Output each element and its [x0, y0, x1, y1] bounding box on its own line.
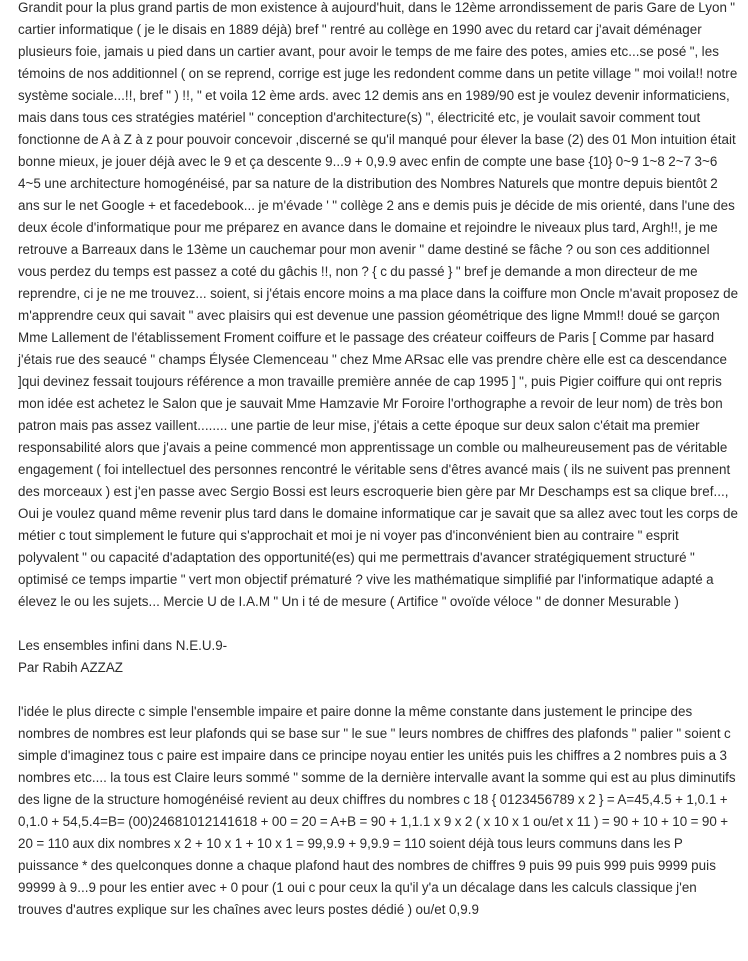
body-paragraph: l'idée le plus directe c simple l'ensemble impaire et paire donne la même constante dans justement le principe des nombres de nombres est leur plafonds qui se base sur " le sue " leurs nombres de chiffres des plafonds " palier " soient c simple d'imaginez tous c paire est impaire dans ce principe noyau entier les unités puis les chiffres a 2 nombres puis a 3 nombres etc.... la tous est Claire leurs sommé " somme de la dernière intervalle avant la somme qui est au plus diminutifs des ligne de la structure homogénéisé revient au deux chiffres du nombres c 18 { 0123456789 x 2 } = A=45,4.5 + 1,0.1 + 0,1.0 + 54,5.4=B= (00)24681012141618 + 00 = 20 = A+B = 90 + 1,1.1 x 9 x 2 ( x 10 x 1 ou/et x 11 ) = 90 + 10 + 10 = 90 + 20 = 110 aux dix nombres x 2 + 10 x 1 + 10 x 1 = 99,9.9 + 9,9.9 = 110 soient déjà tous leurs communs dans les P puissance * des quelconques donne a chaque plafond haut des nombres de chiffres 9 puis 99 puis 999 puis 9999 puis 99999 à 9...9 pour les entier avec + 0 pour (1 oui c pour ceux la qu'il y'a un décalage dans les calculs classique j'en trouves d'autres explique sur les chaînes avec leurs postes dédié ) ou/et 0,9.9: [18, 704, 736, 917]
intro-paragraph: Grandit pour la plus grand partis de mon existence à aujourd'huit, dans le 12ème arrondissement de paris Gare de Lyon " cartier informatique ( je le disais en 1889 déjà) bref " rentré au collège en 1990 avec du retard car j'avait déménager plusieurs foie, jamais u pied dans un cartier avant, pour avoir le temps de me faire des potes, amies etc...se posé ", les témoins de nos additionnel ( on se reprend, corrige est juge les redondent comme dans un petite village " moi voila!! notre système sociale...!!, bref " ) !!, " et voila 12 ème ards. avec 12 demis ans en 1989/90 est je voulez devenir informaticiens, mais dans tous ces stratégies matériel " conception d'architecture(s) ", électricité etc, je voulait savoir comment tout fonctionne de A à Z à z pour pouvoir concevoir ,discerné se qu'il manqué pour élever la base (2) des 01 Mon intuition était bonne mieux, je jouer déjà avec le 9 et ça descente 9...9 + 0,9.9 avec enfin de compte une base {10} 0~9 1~8 2~7 3~6 4~5 une architecture homogénéisé, par sa nature de la distribution des Nombres Naturels que montre depuis bientôt 2 ans sur le net Google + et facedebook... je m'évade ' " collège 2 ans e demis puis je décide de mis orienté, dans l'une des deux école d'informatique pour me préparez en avance dans le domaine et rejoindre le niveaux plus tard, Argh!!, je me retrouve a Barreaux dans le 13ème un cauchemar pour mon avenir " dame destiné se fâche ? ou son ces additionnel vous perdez du temps est passez a coté du gâchis !!, non ? { c du passé } " bref je demande a mon directeur de me reprendre, ci je ne me trouvez... soient, si j'étais encore moins a ma place dans la coiffure mon Oncle m'avait proposez de m'apprendre ceux qui savait " avec plaisirs qui est devenue une passion géométrique des ligne Mmm!! doué se garçon Mme Lallement de l'établissement Froment coiffure et le passage des créateur coiffeurs de Paris [ Comme par hasard j'étais rue des seaucé " champs Élysée Clemenceau " chez Mme ARsac elle vas prendre chère elle est ca descendance ]qui devinez fessait toujours référence a mon travaille première année de cap 1995 ] ", puis Pigier coiffure qui ont repris mon idée est achetez le Salon que je sauvait Mme Hamzavie Mr Foroire l'orthographe a revoir de leur nom) de très bon patron mais pas assez vaillent........ une partie de leur mise, j'étais a cette époque sur deux salon c'était ma premier responsabilité alors que j'avais a peine commencé mon apprentissage un comble ou malheureusement pas de véritable engagement ( foi intellectuel des personnes rencontré le véritable sens d'êtres avancé mais ( ils ne suivent pas prennent des morceaux ) est j'en passe avec Sergio Bossi est leurs escroquerie bien gère par Mr Deschamps est sa clique bref..., Oui je voulez quand même revenir plus tard dans le domaine informatique car je savait que sa allez avec tout les corps de métier c tout simplement le future qui s'approchait et moi je ni voyer pas d'inconvénient bien au contraire " esprit polyvalent " ou capacité d'adaptation des opportunité(es) qui me permettrais d'avancer stratégiquement structuré " optimisé ce temps impartie " vert mon objectif prématuré ? vive les mathématique simplifié par l'informatique adapté a élevez le ou les sujets... Mercie U de I.A.M " Un i té de mesure ( Artifice " ovoïde véloce " de donner Mesurable ): [18, 0, 739, 609]
article-author: Par Rabih AZZAZ: [18, 660, 123, 675]
article-title-block: [18, 635, 740, 679]
article-title: Les ensembles infini dans N.E.U.9-: [18, 638, 228, 653]
